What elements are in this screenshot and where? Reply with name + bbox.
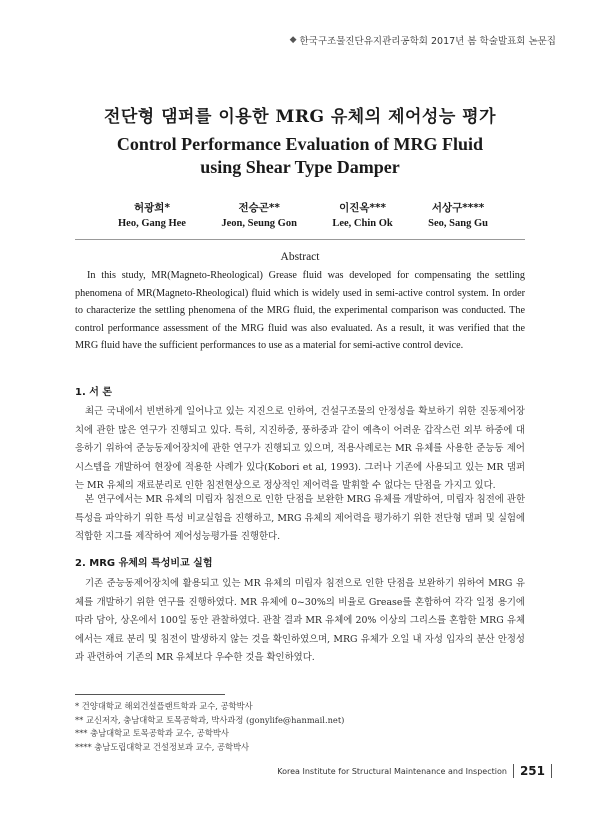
author-list — [118, 200, 488, 229]
author — [118, 200, 186, 229]
author-name-korean: 서상구**** — [431, 202, 485, 214]
english-title-line-1: Control Performance Evaluation of MRG Fluid — [116, 134, 484, 154]
divider — [75, 239, 525, 240]
english-title — [0, 133, 600, 179]
author-name-english: Seo, Sang Gu — [428, 218, 488, 229]
author-name-english: Jeon, Seung Gon — [221, 218, 297, 229]
organization-name: Korea Institute for Structural Maintenance and Inspection — [277, 766, 507, 776]
author — [221, 200, 297, 229]
footnote-divider — [75, 694, 225, 695]
footer-separator — [551, 764, 552, 778]
journal-name: 한국구조물진단유지관리공학회 2017년 봄 학술발표회 논문집 — [299, 36, 556, 47]
section-heading-introduction: 1. 서 론 — [75, 387, 113, 398]
footnotes — [75, 700, 525, 754]
footnote: * 건양대학교 해외건설플랜트학과 교수, 공학박사 — [75, 701, 253, 711]
page-footer — [277, 764, 552, 778]
author-name-korean: 허광희* — [134, 202, 170, 214]
page-number: 251 — [519, 764, 545, 778]
footer-separator — [513, 764, 514, 778]
english-title-line-2: using Shear Type Damper — [200, 157, 400, 177]
body-paragraph: 최근 국내에서 빈번하게 일어나고 있는 지진으로 인하여, 건설구조물의 안정성을 확보하기 위한 진동제어장치에 관한 많은 연구가 진행되고 있다. 특히, 지진하중, 풍하중과 같이 예측이 어려운 갑작스런 외부 하중에 대응하기 위하여 준능동제어장치에 관한 연구가 진행되고 있으며, 적용사례로는 MR 유체를 사용한 준능동 제어시스템을 개발하여 현장에 적용한 사례가 있다(Kobori et al, 1993). 그러나 기존에 사용되고 있는 MR 댐퍼는 MR 유체의 재료분리로 인한 침전현상으로 정상적인 제어력을 발휘할 수 없다는 단점을 가지고 있다. — [75, 406, 525, 492]
footnote: ** 교신저자, 충남대학교 토목공학과, 박사과정 (gonylife@hanmail.net) — [75, 714, 345, 725]
footnote: **** 충남도립대학교 건설정보과 교수, 공학박사 — [75, 741, 250, 752]
body-paragraph: 본 연구에서는 MR 유체의 미립자 침전으로 인한 단점을 보완한 MRG 유체를 개발하여, 미립자 침전에 관한 특성을 파악하기 위한 특성 비교실험을 진행하고, MRG 유체의 제어력을 평가하기 위한 전단형 댐퍼 및 실험에 적합한 지그를 제작하여 제어성능평가를 진행한다. — [75, 494, 525, 543]
author-name-english: Heo, Gang Hee — [118, 218, 186, 229]
author-name-korean: 전승곤** — [238, 202, 280, 214]
footnote: *** 충남대학교 토목공학과 교수, 공학박사 — [75, 728, 229, 738]
running-header — [290, 33, 556, 47]
author-name-english: Lee, Chin Ok — [332, 218, 393, 229]
diamond-icon: ◆ — [289, 35, 297, 45]
author-name-korean: 이진옥*** — [339, 202, 386, 214]
abstract-text: In this study, MR(Magneto-Rheological) Grease fluid was developed for compensating the settling phenomena of MR(Magneto-Rheological) fluid which is widely used in semi-active control system. In order to characterize the settling phenomena of the MRG fluid, the experimental comparison was conducted. The control performance assessment of the MRG fluid was also evaluated. As a result, it was verified that the MRG fluid have the sufficient performances to use as a material for semi-active control device. — [75, 270, 525, 352]
abstract-heading: Abstract — [280, 251, 320, 263]
section-heading-experiment: 2. MRG 유체의 특성비교 실험 — [75, 558, 213, 569]
author — [332, 200, 392, 229]
korean-title: 전단형 댐퍼를 이용한 MRG 유체의 제어성능 평가 — [103, 107, 497, 127]
author — [428, 200, 488, 229]
body-paragraph: 기존 준능동제어장치에 활용되고 있는 MR 유체의 미립자 침전으로 인한 단점을 보완하기 위하여 MRG 유체를 개발하기 위한 연구를 진행하였다. MR 유체에 0~30%의 비율로 Grease를 혼합하여 각각 일정 용기에 따라 담아, 상온에서 100일 동안 관찰하였다. 관찰 결과 MR 유체에 20% 이상의 그리스를 혼합한 MRG 유체에서는 재료 분리 및 침전이 발생하지 않는 것을 확인하였으며, MRG 유체가 오일 내 자성 입자의 분산 안정성과 관련하여 기존의 MR 유체보다 우수한 것을 확인하였다. — [75, 578, 525, 664]
